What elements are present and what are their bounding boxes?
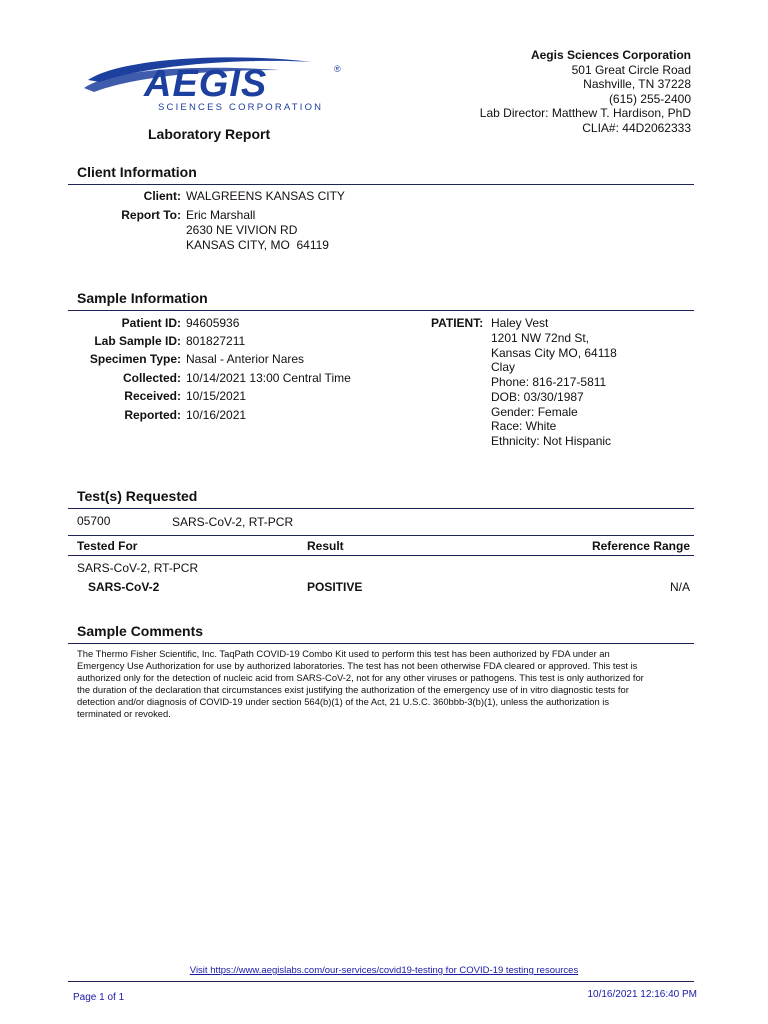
reference-range-value: N/A (669, 580, 690, 594)
logo-registered-mark: ® (334, 64, 341, 74)
received-label: Received: (124, 389, 181, 403)
client-value: WALGREENS KANSAS CITY (186, 189, 345, 203)
specimen-type-value: Nasal - Anterior Nares (186, 352, 305, 366)
report-to-address1: 2630 NE VIVION RD (186, 223, 298, 237)
patient-address1: 1201 NW 72nd St, (491, 331, 590, 345)
section-divider (68, 508, 694, 509)
lab-director: Lab Director: Matthew T. Hardison, PhD (479, 106, 691, 120)
tests-requested-heading: Test(s) Requested (77, 488, 198, 504)
company-address-line1: 501 Great Circle Road (571, 62, 691, 77)
collected-value: 10/14/2021 13:00 Central Time (186, 371, 351, 385)
test-code: 05700 (77, 514, 111, 528)
page-number: Page 1 of 1 (73, 992, 125, 1003)
company-phone: (615) 255-2400 (608, 91, 691, 106)
patient-name: Haley Vest (491, 316, 549, 330)
result-value: POSITIVE (307, 580, 363, 594)
covid-resources-link[interactable]: Visit https://www.aegislabs.com/our-services/covid19-testing for COVID-19 testing resources (189, 965, 579, 976)
patient-id-value: 94605936 (186, 316, 240, 330)
report-to-name: Eric Marshall (186, 208, 256, 222)
column-result: Result (307, 539, 344, 553)
patient-gender: Gender: Female (491, 405, 578, 419)
client-label: Client: (143, 189, 181, 203)
logo-wordmark: AEGIS (144, 63, 268, 105)
logo-subtitle: SCIENCES CORPORATION (158, 102, 324, 113)
collected-label: Collected: (122, 371, 181, 385)
patient-id-label: Patient ID: (121, 316, 181, 330)
analyte-name: SARS-CoV-2 (88, 580, 160, 594)
sample-info-heading: Sample Information (77, 290, 208, 306)
column-reference-range: Reference Range (591, 539, 690, 553)
company-name: Aegis Sciences Corporation (530, 48, 691, 62)
report-to-label: Report To: (121, 208, 181, 222)
section-divider (68, 310, 694, 311)
aegis-swoosh-icon (80, 50, 350, 118)
patient-phone: Phone: 816-217-5811 (491, 375, 607, 389)
patient-address2: Kansas City MO, 64118 (491, 346, 617, 360)
report-title: Laboratory Report (148, 126, 271, 142)
print-timestamp: 10/16/2021 12:16:40 PM (587, 989, 697, 1000)
aegis-logo (80, 50, 350, 118)
patient-ethnicity: Ethnicity: Not Hispanic (491, 434, 612, 448)
comments-text: The Thermo Fisher Scientific, Inc. TaqPath COVID-19 Combo Kit used to perform this test has been authorized by FDA under an Emergency Use Authorization for use by authorized laboratories. The test has not been otherwise FDA cleared or approved. This test is authorized only for the detection of nucleic acid from SARS-CoV-2, not for any other viruses or pathogens. This test is only authorized for the duration of the declaration that circumstances exist justifying the authorization of the emergency use of in vitro diagnostic tests for detection and/or diagnosis of COVID-19 under section 564(b)(1) of the Act, 21 U.S.C. 360bbb-3(b)(1), unless the authorization is terminated or revoked. (77, 648, 644, 719)
company-address-line2: Nashville, TN 37228 (583, 77, 691, 91)
lab-sample-id-value: 801827211 (186, 334, 246, 348)
section-divider (68, 184, 694, 185)
table-header-rule (68, 555, 694, 556)
received-value: 10/15/2021 (186, 389, 247, 403)
footer-divider (68, 981, 694, 982)
sample-comments-heading: Sample Comments (77, 623, 204, 639)
report-to-address2: KANSAS CITY, MO 64119 (186, 238, 329, 252)
company-block (480, 48, 691, 135)
specimen-type-label: Specimen Type: (89, 352, 181, 366)
table-top-rule (68, 535, 694, 536)
lab-sample-id-label: Lab Sample ID: (94, 334, 181, 348)
reported-label: Reported: (124, 408, 181, 422)
section-divider (68, 643, 694, 644)
patient-dob: DOB: 03/30/1987 (491, 390, 584, 404)
patient-race: Race: White (491, 419, 557, 433)
test-panel-name: SARS-CoV-2, RT-PCR (77, 561, 199, 575)
column-tested-for: Tested For (77, 539, 138, 553)
clia-number: CLIA#: 44D2062333 (582, 120, 691, 135)
reported-value: 10/16/2021 (186, 408, 247, 422)
test-name: SARS-CoV-2, RT-PCR (172, 515, 294, 529)
patient-county: Clay (491, 360, 516, 374)
patient-label: PATIENT: (431, 316, 484, 330)
client-info-heading: Client Information (77, 164, 197, 180)
